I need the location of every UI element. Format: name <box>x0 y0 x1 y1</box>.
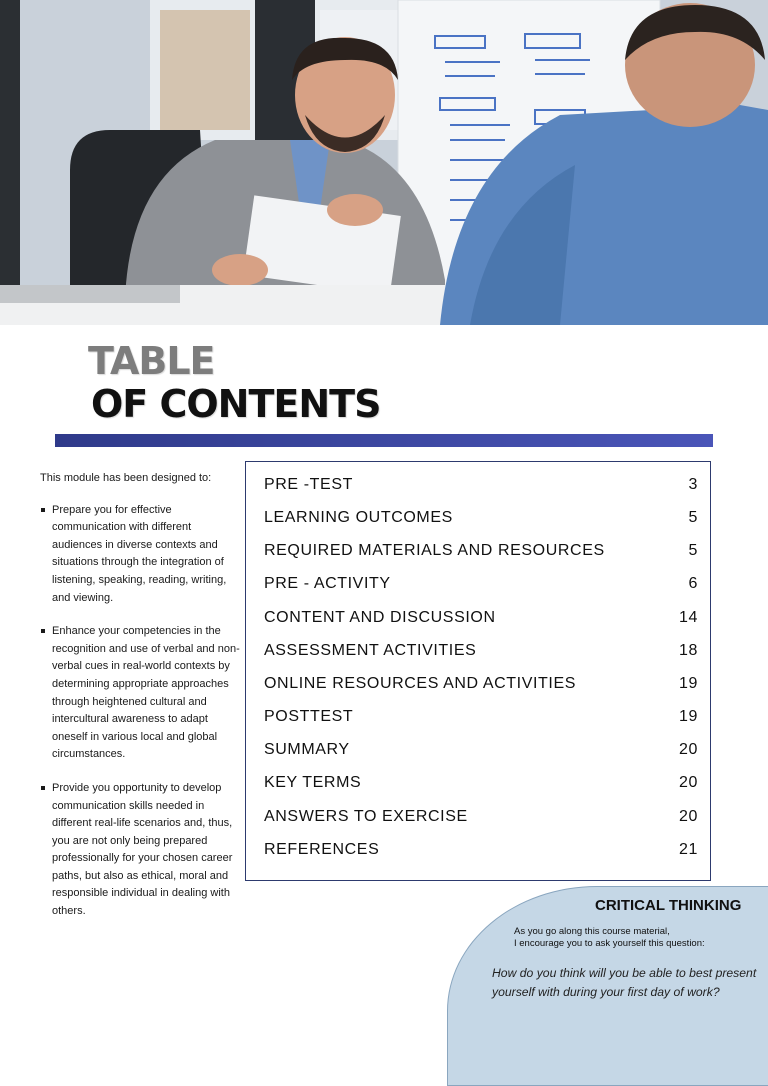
toc-entry-answers[interactable] <box>264 804 698 830</box>
toc-entry-page: 20 <box>679 774 698 791</box>
critical-thinking-question: How do you think will you be able to best present yourself with during your first day of work? <box>492 966 757 999</box>
critical-thinking-prompt <box>514 926 705 950</box>
toc-entry-label: ONLINE RESOURCES AND ACTIVITIES <box>264 675 576 692</box>
toc-entry-page: 5 <box>688 542 698 559</box>
toc-entry-summary[interactable] <box>264 737 698 763</box>
objective-item: Provide you opportunity to develop communication skills needed in different real-life scenarios and, thus, you are not only being prepared professionally for your chosen career paths, but also as ethical, moral and responsible individual in dealing with others. <box>40 780 240 921</box>
intro-lead: This module has been designed to: <box>40 472 212 484</box>
title-line-1: TABLE <box>88 339 215 383</box>
toc-entry-label: KEY TERMS <box>264 774 362 791</box>
title-line-2: OF CONTENTS <box>91 382 381 426</box>
toc-entry-page: 19 <box>679 708 698 725</box>
toc-entry-page: 18 <box>679 642 698 659</box>
title-divider <box>55 434 713 447</box>
toc-entry-references[interactable] <box>264 837 698 863</box>
toc-entry-page: 5 <box>688 509 698 526</box>
page-title <box>88 340 380 426</box>
toc-entry-label: REQUIRED MATERIALS AND RESOURCES <box>264 542 605 559</box>
toc-entry-label: CONTENT AND DISCUSSION <box>264 609 496 626</box>
toc-entry-page: 20 <box>679 808 698 825</box>
toc-entry-page: 6 <box>688 575 698 592</box>
toc-entry-label: LEARNING OUTCOMES <box>264 509 453 526</box>
toc-entry-label: SUMMARY <box>264 741 350 758</box>
objective-item: Prepare you for effective communication with different audiences in diverse contexts and situations through the integration of listening, speaking, reading, writing, and viewing. <box>40 502 240 608</box>
toc-entry-learning-outcomes[interactable] <box>264 505 698 531</box>
toc-entry-page: 19 <box>679 675 698 692</box>
toc-entry-label: ASSESSMENT ACTIVITIES <box>264 642 477 659</box>
toc-entry-label: PRE -TEST <box>264 476 353 493</box>
toc-entry-pre-test[interactable] <box>264 472 698 498</box>
toc-entry-label: REFERENCES <box>264 841 380 858</box>
toc-entry-pre-activity[interactable] <box>264 571 698 597</box>
prompt-line-1: As you go along this course material, <box>514 926 670 937</box>
hero-photo <box>0 0 768 325</box>
toc-entry-label: PRE - ACTIVITY <box>264 575 391 592</box>
toc-entry-key-terms[interactable] <box>264 770 698 796</box>
prompt-line-2: I encourage you to ask yourself this question: <box>514 938 705 949</box>
toc-entry-page: 21 <box>679 841 698 858</box>
toc-entry-online-resources[interactable] <box>264 671 698 697</box>
toc-entry-page: 3 <box>688 476 698 493</box>
toc-entry-page: 14 <box>679 609 698 626</box>
objectives-list <box>40 502 240 921</box>
module-intro <box>40 470 240 937</box>
toc-entry-assessment-activities[interactable] <box>264 638 698 664</box>
toc-entry-label: POSTTEST <box>264 708 354 725</box>
toc-entry-posttest[interactable] <box>264 704 698 730</box>
toc-entry-page: 20 <box>679 741 698 758</box>
objective-item: Enhance your competencies in the recognition and use of verbal and non-verbal cues in real-world contexts by determining appropriate approaches through heightened cultural and intercultural awareness to adapt oneself in various local and global circumstances. <box>40 623 240 764</box>
critical-thinking-title: CRITICAL THINKING <box>595 897 742 914</box>
toc-box <box>245 461 711 881</box>
toc-entry-content-discussion[interactable] <box>264 605 698 631</box>
toc-entry-label: ANSWERS TO EXERCISE <box>264 808 468 825</box>
toc-entry-required-materials[interactable] <box>264 538 698 564</box>
